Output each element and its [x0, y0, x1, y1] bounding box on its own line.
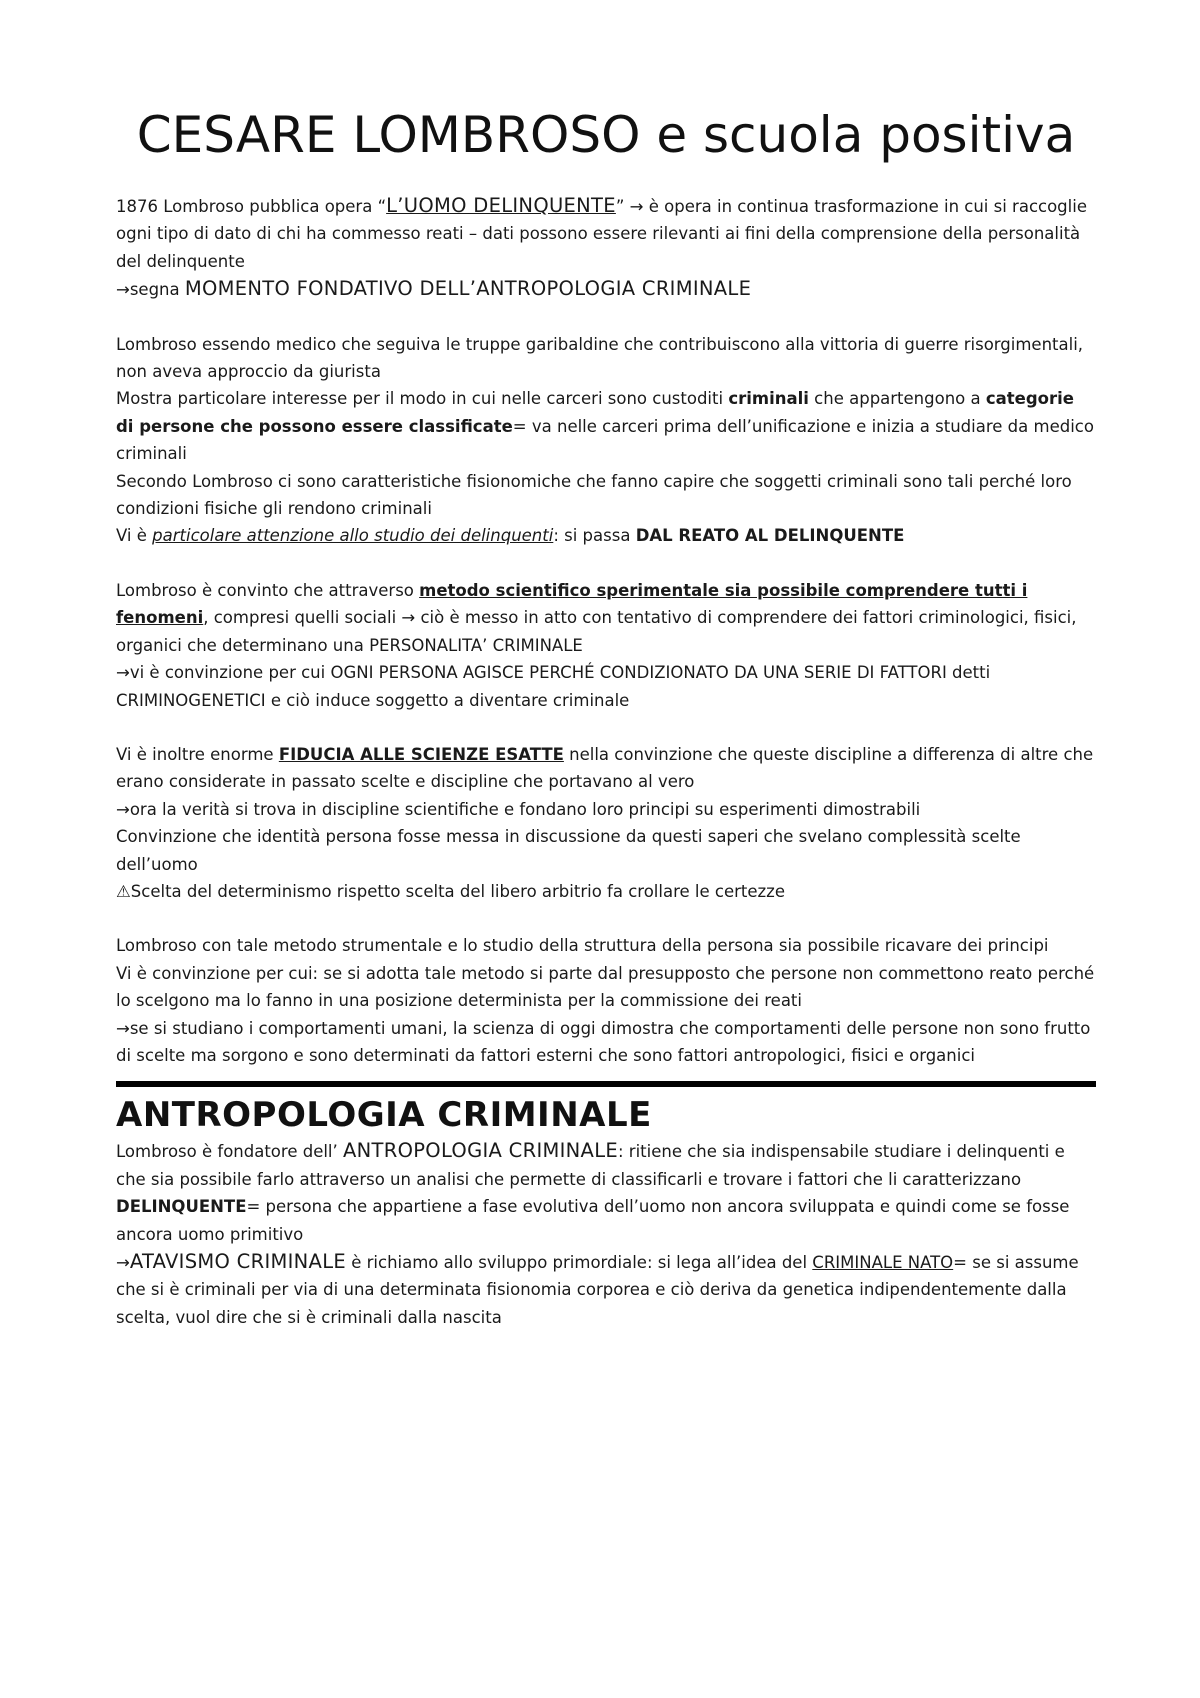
paragraph [116, 1248, 1096, 1331]
text-emphasis: MOMENTO FONDATIVO DELL’ANTROPOLOGIA CRIMINALE [184, 277, 752, 301]
paragraph [116, 275, 1096, 303]
text: ” → è opera in continua trasformazione in cui si raccoglie ogni tipo di dato di chi ha commesso reati – dati possono essere rilevanti ai fini della comprensione della personalità del delinquente [116, 197, 1087, 271]
paragraph: Lombroso essendo medico che seguiva le truppe garibaldine che contribuiscono alla vittoria di guerre risorgimentali, non aveva approccio da giurista [116, 334, 1084, 382]
text-underlined: CRIMINALE NATO [812, 1253, 954, 1272]
document-page [116, 100, 1096, 1331]
text-emphasis: ANTROPOLOGIA CRIMINALE [343, 1139, 618, 1163]
text: : ritiene che sia indispensabile studiare i delinquenti e che sia possibile farlo attraverso un analisi che permette di classificarli e trovare i fattori che li caratterizzano [116, 1142, 1065, 1189]
text: →segna [116, 280, 185, 300]
text-bold: criminali [728, 389, 809, 409]
text: Vi è [116, 526, 153, 546]
text-bold: DELINQUENTE [116, 1197, 247, 1217]
paragraph [116, 385, 1096, 467]
section-medico [116, 331, 1096, 550]
paragraph [116, 192, 1096, 275]
text: → [116, 1253, 130, 1272]
section-determinismo [116, 932, 1096, 1069]
paragraph: →ora la verità si trova in discipline scientifiche e fondano loro principi su esperimenti dimostrabili [116, 799, 921, 819]
text-bold-underlined: FIDUCIA ALLE SCIENZE ESATTE [278, 744, 564, 764]
text: che appartengono a [808, 389, 986, 409]
paragraph: Secondo Lombroso ci sono caratteristiche fisionomiche che fanno capire che soggetti criminali sono tali perché loro condizioni fisiche gli rendono criminali [116, 471, 1072, 519]
text-bold: categorie di persone che possono essere classificate [116, 389, 1074, 436]
text: = persona che appartiene a fase evolutiva dell’uomo non ancora sviluppata e quindi come se fosse ancora uomo primitivo [116, 1197, 1070, 1244]
text-italic-underlined: particolare attenzione allo studio dei delinquenti [152, 526, 554, 546]
section-antropologia [116, 1137, 1096, 1331]
paragraph: Vi è convinzione per cui: se si adotta tale metodo si parte dal presupposto che persone non commettono reato perché lo scelgono ma lo fanno in una posizione determinista per la commissione dei reati [116, 963, 1095, 1011]
section-fiducia [116, 741, 1096, 905]
text: nella convinzione che queste discipline a differenza di altre che erano considerate in passato scelte e discipline che portavano al vero [116, 744, 1094, 792]
paragraph [116, 577, 1096, 659]
text: : si passa [553, 526, 636, 546]
text: Lombroso è fondatore dell’ [116, 1142, 344, 1162]
text: , compresi quelli sociali → ciò è messo in atto con tentativo di comprendere dei fattori criminologici, fisici, organici che determinano una PERSONALITA’ CRIMINALE [116, 608, 1077, 655]
text: = se si assume che si è criminali per via di una determinata fisionomia corporea e ciò deriva da genetica indipendentemente dalla scelta, vuol dire che si è criminali dalla nascita [116, 1253, 1079, 1327]
text: 1876 Lombroso pubblica opera “ [116, 197, 387, 216]
paragraph: →vi è convinzione per cui OGNI PERSONA AGISCE PERCHÉ CONDIZIONATO DA UNA SERIE DI FATTORI detti CRIMINOGENETICI e ciò induce soggetto a diventare criminale [116, 663, 991, 710]
paragraph [116, 1137, 1096, 1193]
paragraph [116, 741, 1096, 796]
text: Lombroso è convinto che attraverso [116, 580, 420, 600]
text-bold: DAL REATO AL DELINQUENTE [635, 526, 905, 546]
paragraph: →se si studiano i comportamenti umani, la scienza di oggi dimostra che comportamenti delle persone non sono frutto di scelte ma sorgono e sono determinati da fattori esterni che sono fattori antropologici, fisici e organici [116, 1018, 1091, 1065]
text: Vi è inoltre enorme [116, 744, 279, 764]
paragraph: Convinzione che identità persona fosse messa in discussione da questi saperi che svelano complessità scelte dell’uomo [116, 827, 1021, 874]
paragraph [116, 522, 1096, 549]
section-heading: ANTROPOLOGIA CRIMINALE [116, 1095, 652, 1136]
document-title: CESARE LOMBROSO e scuola positiva [136, 106, 1076, 164]
text-bold-underlined: metodo scientifico sperimentale sia possibile comprendere tutti i fenomeni [116, 580, 1028, 628]
section-intro [116, 192, 1096, 304]
paragraph: ⚠Scelta del determinismo rispetto scelta del libero arbitrio fa crollare le certezze [116, 881, 785, 901]
text: Mostra particolare interesse per il modo in cui nelle carceri sono custoditi [116, 389, 729, 409]
horizontal-rule [116, 1081, 1096, 1087]
paragraph [116, 1193, 1096, 1248]
text: = va nelle carceri prima dell’unificazione e inizia a studiare da medico criminali [116, 416, 1094, 464]
paragraph: Lombroso con tale metodo strumentale e lo studio della struttura della persona sia possibile ricavare dei principi [116, 936, 1049, 956]
text-underlined: L’UOMO DELINQUENTE [386, 194, 616, 217]
section-metodo [116, 577, 1096, 714]
text: è richiamo allo sviluppo primordiale: si lega all’idea del [346, 1253, 813, 1272]
text-emphasis: ATAVISMO CRIMINALE [129, 1250, 346, 1273]
